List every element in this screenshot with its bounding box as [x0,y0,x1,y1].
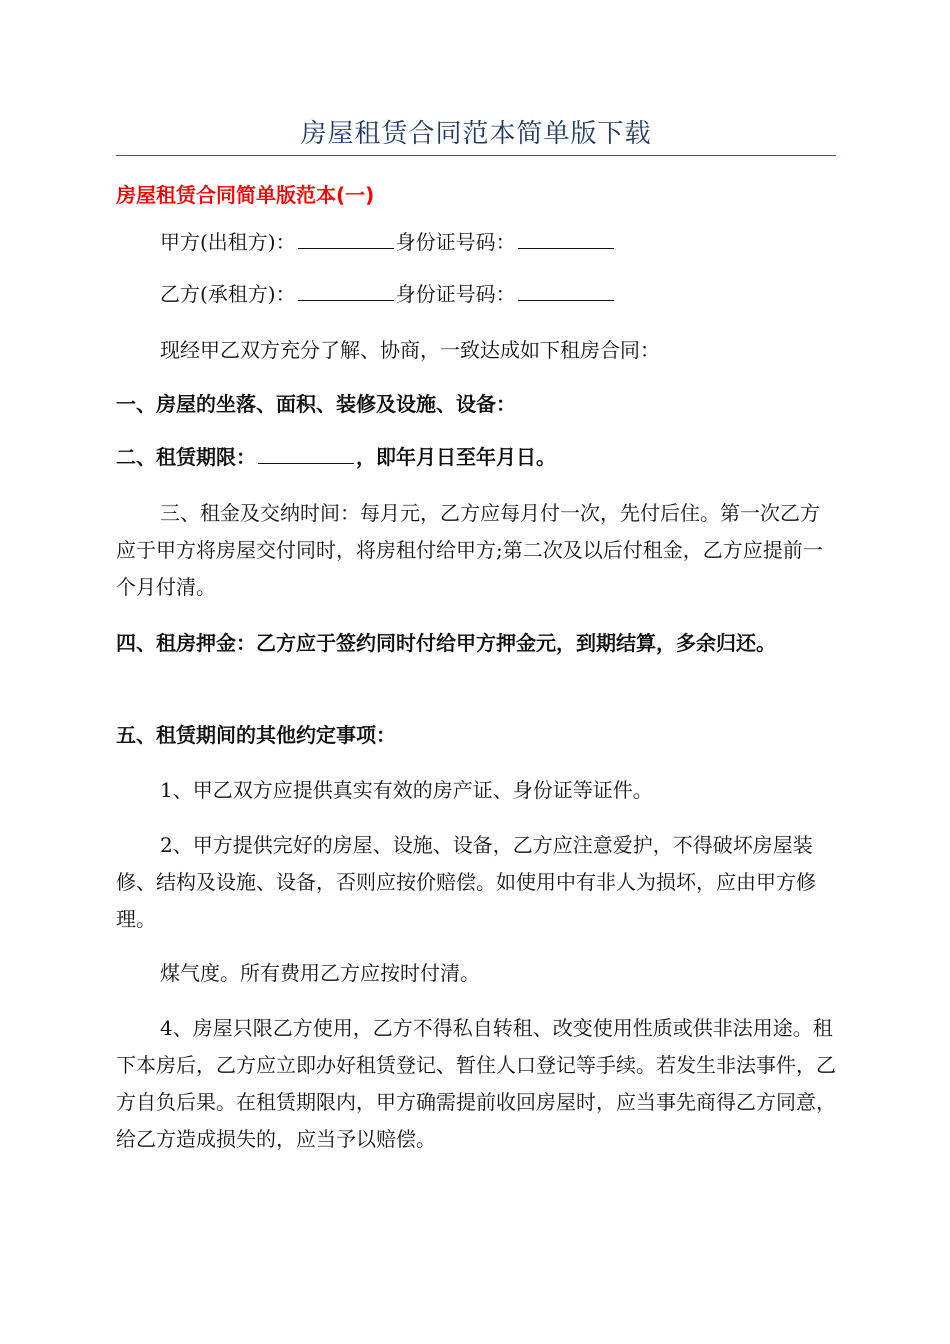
clause-2-tail: ，即年月日至年月日。 [356,445,556,469]
section-heading: 房屋租赁合同简单版范本(一) [116,183,375,207]
intro-paragraph: 现经甲乙双方充分了解、协商，一致达成如下租房合同： [160,338,660,362]
party-a-line [116,224,836,261]
clause-3: 三、租金及交纳时间：每月元，乙方应每月付一次，先付后住。第一次乙方应于甲方将房屋交付同时，将房租付给甲方;第二次及以后付租金，乙方应提前一个月付清。 [116,501,823,599]
clause-2 [116,439,836,476]
clause-4: 四、租房押金：乙方应于签约同时付给甲方押金元，到期结算，多余归还。 [116,631,776,655]
document-title: 房屋租赁合同范本简单版下载 [300,119,652,149]
clause-5: 五、租赁期间的其他约定事项： [116,723,396,747]
party-b-name-blank [298,280,394,301]
party-a-name-blank [298,228,394,249]
lease-term-blank [258,443,354,464]
party-a-id-blank [518,228,614,249]
item-2: 2、甲方提供完好的房屋、设施、设备，乙方应注意爱护，不得破坏房屋装修、结构及设施、设备，否则应按价赔偿。如使用中有非人为损坏，应由甲方修理。 [116,833,816,931]
party-b-id-label: 身份证号码： [395,282,516,306]
party-a-label: 甲方(出租方)： [160,230,296,254]
clause-2-label: 二、租赁期限： [116,445,256,469]
clause-1: 一、房屋的坐落、面积、装修及设施、设备： [116,392,516,416]
party-b-id-blank [518,280,614,301]
title-underline [116,155,836,156]
item-1: 1、甲乙双方应提供真实有效的房产证、身份证等证件。 [160,778,653,802]
item-3: 煤气度。所有费用乙方应按时付清。 [160,961,480,985]
item-4: 4、房屋只限乙方使用，乙方不得私自转租、改变使用性质或供非法用途。租下本房后，乙方应立即办好租赁登记、暂住人口登记等手续。若发生非法事件，乙方自负后果。在租赁期限内，甲方确需提前收回房屋时，应当事先商得乙方同意，给乙方造成损失的，应当予以赔偿。 [116,1016,836,1151]
party-b-line [116,276,836,313]
party-b-label: 乙方(承租方)： [160,282,296,306]
party-a-id-label: 身份证号码： [395,230,516,254]
